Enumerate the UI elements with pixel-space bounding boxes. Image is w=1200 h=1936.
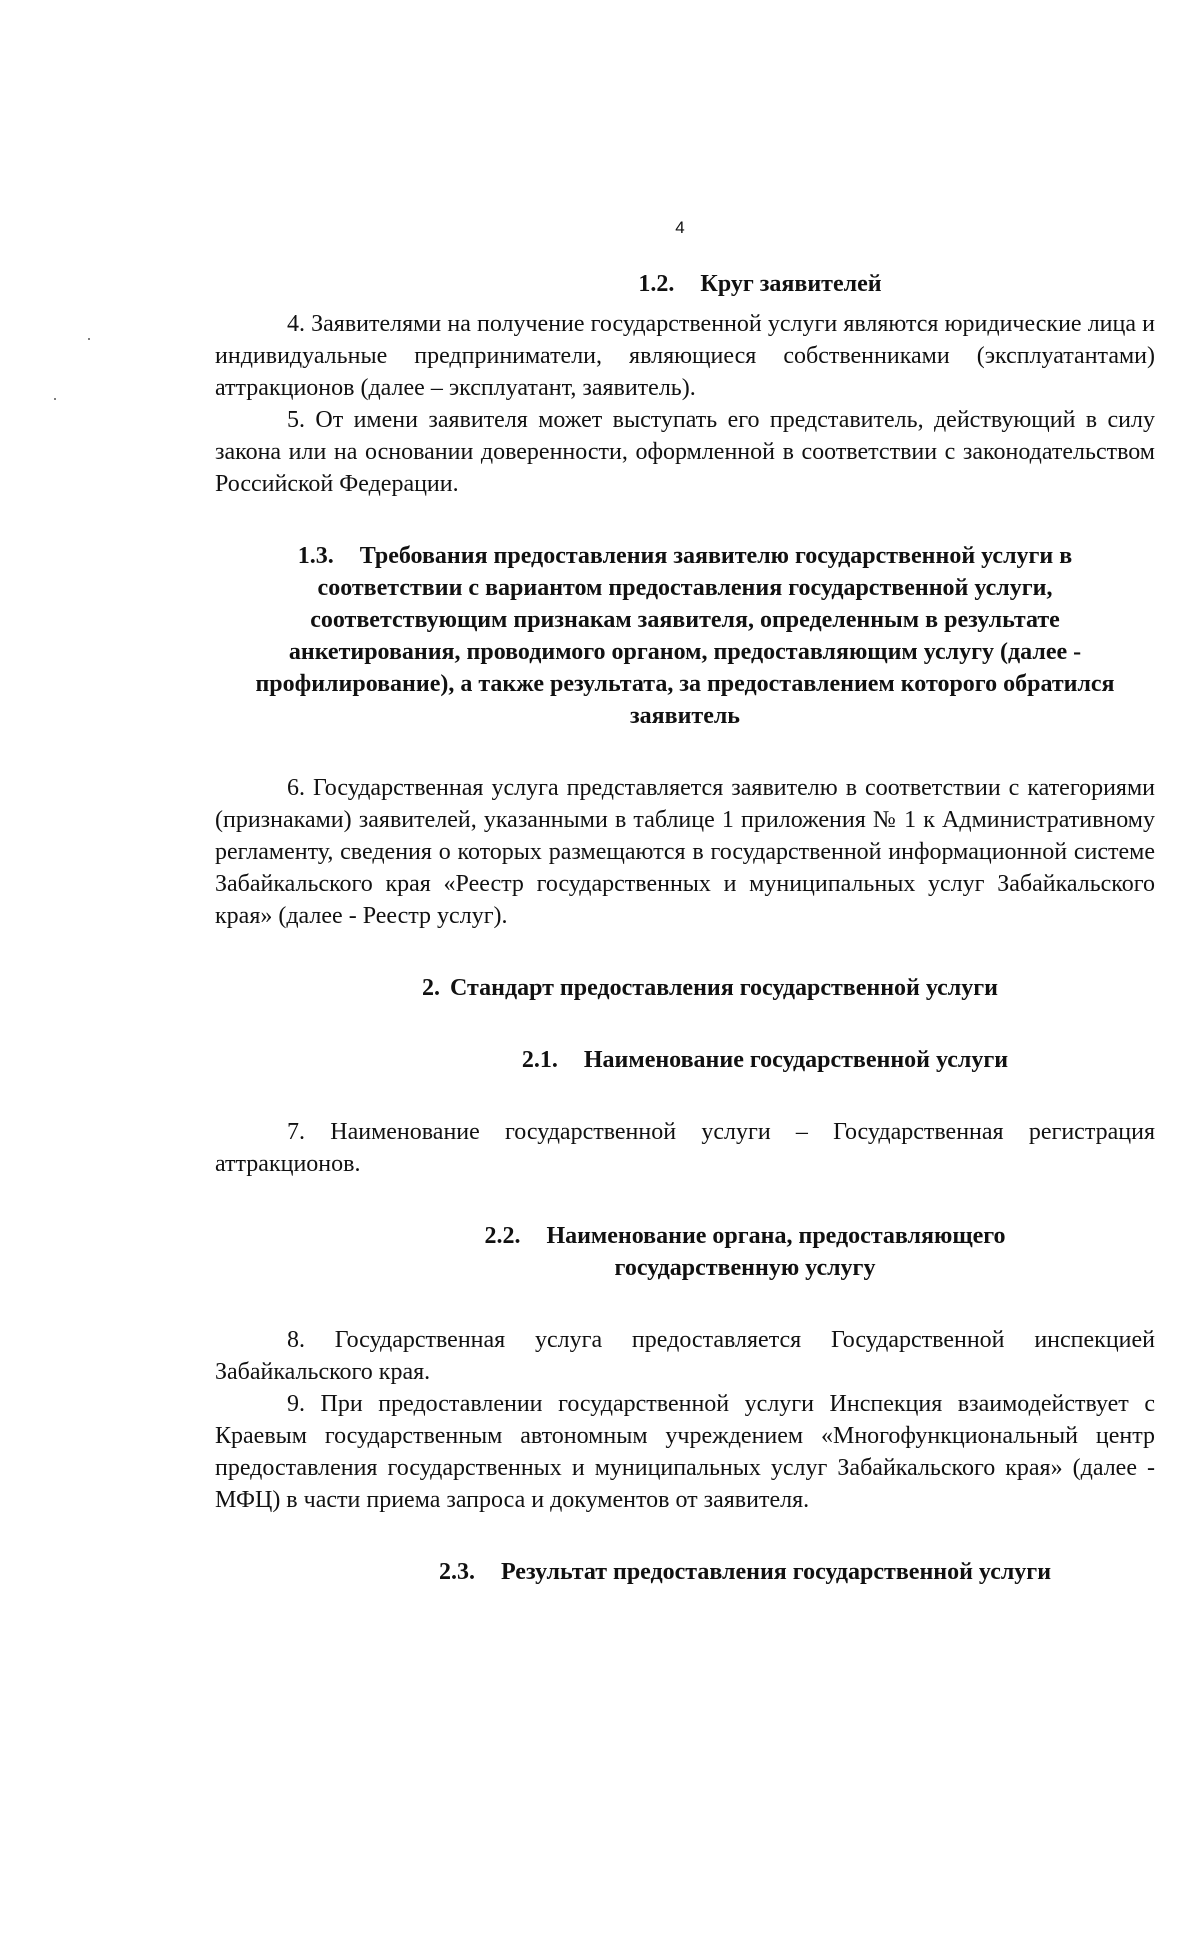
paragraph-7: 7. Наименование государственной услуги – Государственная регистрация аттракционов. [215, 1119, 1155, 1177]
section-title-line-1: Наименование органа, предоставляющего [546, 1223, 1006, 1249]
section-title: Результат предоставления государственной услуги [500, 1559, 1052, 1585]
section-title: Наименование государственной услуги [583, 1047, 1009, 1073]
paragraph-4: 4. Заявителями на получение государственной услуги являются юридические лица и индивидуальные предприниматели, являющиеся собственниками (эксплуатантами) аттракционов (далее – эксплуатант, заявитель). [215, 311, 1155, 401]
paragraph-9: 9. При предоставлении государственной услуги Инспекция взаимодействует с Краевым государственным автономным учреждением «Многофункциональный центр предоставления государственных и муниципальных услуг Забайкальского края» (далее - МФЦ) в части приема запроса и документов от заявителя. [215, 1391, 1155, 1513]
section-number: 2.3. [438, 1559, 475, 1585]
paragraph-6: 6. Государственная услуга представляется заявителю в соответствии с категориями (признаками) заявителей, указанными в таблице 1 приложения № 1 к Административному регламенту, сведения о которых размещаются в государственной информационной системе Забайкальского края «Реестр государственных и муниципальных услуг Забайкальского края» (далее - Реестр услуг). [215, 775, 1155, 929]
section-number: 1.2. [638, 271, 675, 297]
section-heading-1-3 [215, 540, 1155, 732]
section-heading-2-2 [215, 1220, 1155, 1284]
section-title: Стандарт предоставления государственной услуги [450, 975, 998, 1001]
page-number: 4 [675, 218, 685, 237]
section-heading-1-2 [215, 268, 1155, 300]
paragraph-8: 8. Государственная услуга предоставляется Государственной инспекцией Забайкальского края. [215, 1327, 1155, 1385]
section-title: Требования предоставления заявителю государственной услуги в соответствии с вариантом предоставления государственной услуги, соответствующим признакам заявителя, определенным в результате анкетирования, проводимого органом, предоставляющим услугу (далее - профилирование), а также результата, за предоставлением которого обратился заявитель [255, 543, 1115, 729]
section-number: 2.1. [521, 1047, 558, 1073]
section-heading-2-3 [215, 1556, 1155, 1588]
section-number: 2. [422, 975, 441, 1001]
section-heading-2-1 [215, 1044, 1155, 1076]
section-title-line-2: государственную услугу [614, 1255, 876, 1281]
section-title: Круг заявителей [700, 271, 882, 297]
section-heading-2 [215, 972, 1155, 1004]
section-number: 2.2. [484, 1223, 521, 1249]
scan-speck [54, 398, 56, 400]
paragraph-5: 5. От имени заявителя может выступать его представитель, действующий в силу закона или на основании доверенности, оформленной в соответствии с законодательством Российской Федерации. [215, 407, 1155, 497]
section-number: 1.3. [297, 543, 334, 569]
scan-speck [88, 338, 90, 340]
document-body [215, 268, 1155, 1588]
